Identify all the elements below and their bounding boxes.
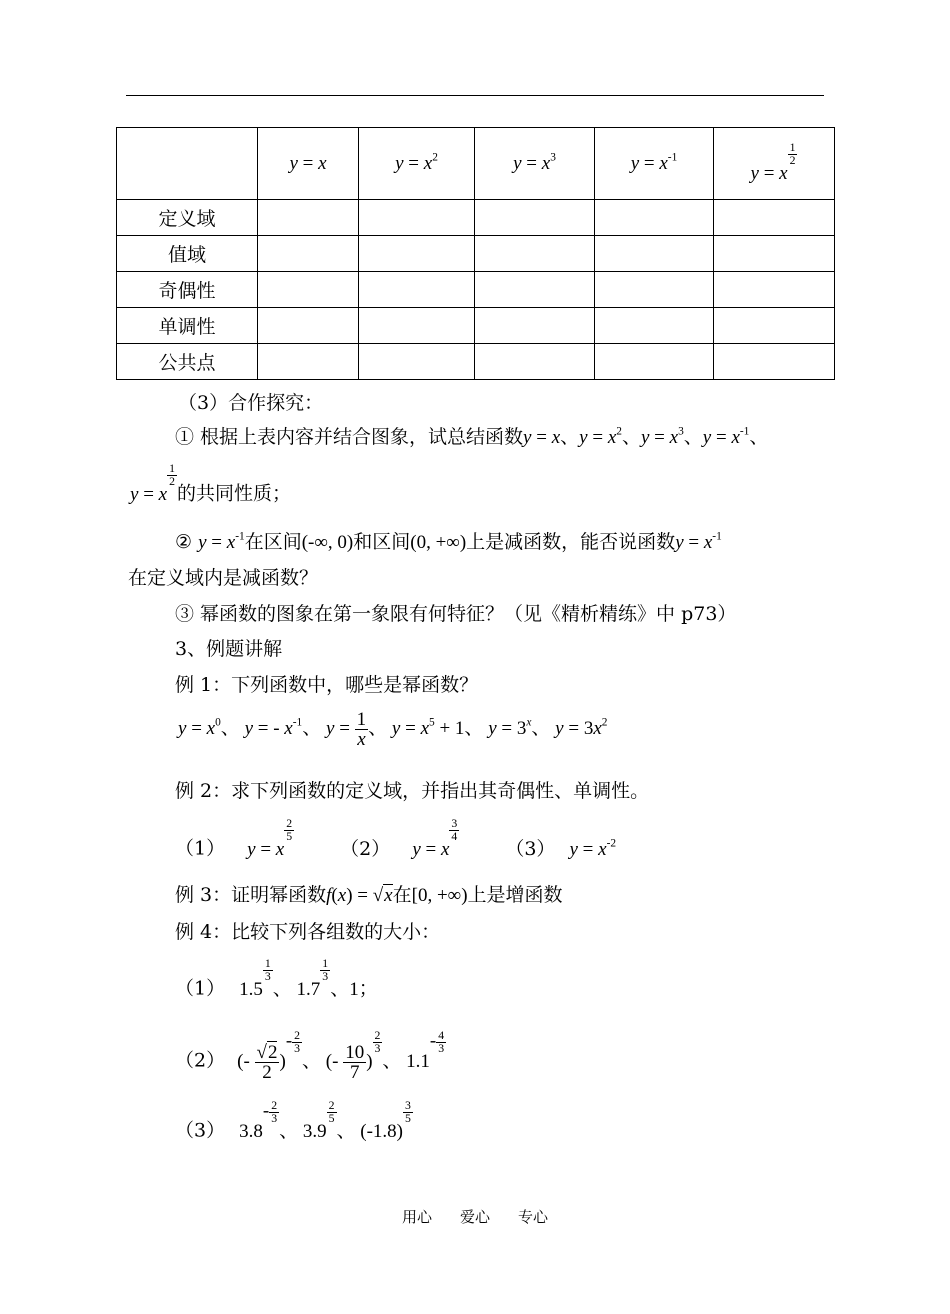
section3-q1: ① 根据上表内容并结合图象，试总结函数y = x、$y = x^2$、$y = x^3$、$y = x^{-1}$、 xyxy=(175,425,769,448)
header-y-x-half: y = x $\frac{1}{2}$ xyxy=(714,128,835,200)
section3-q1-cont: y = x $\frac{1}{2}$ 的共同性质； xyxy=(130,462,291,505)
examples-title: 3、例题讲解 xyxy=(175,638,283,660)
example-4-item-1: （1） 1.5 $\frac{1}{3}$ 、 1.7 $\frac{1}{3}$ 、1； xyxy=(175,957,378,1000)
table-row xyxy=(117,200,835,236)
table-header-row xyxy=(117,128,835,200)
row-label: 奇偶性 xyxy=(117,272,258,308)
header-y-x3: $y = x^3$ xyxy=(475,128,595,200)
example-2: 例 2：求下列函数的定义域，并指出其奇偶性、单调性。 xyxy=(175,780,650,802)
table-row xyxy=(117,272,835,308)
table-row xyxy=(117,344,835,380)
section3-q3: ③ 幂函数的图象在第一象限有何特征？（见《精析精练》中 p73） xyxy=(175,603,737,625)
example-1-functions: $y = x^0$、 y = - $x^{-1}$、 y = $\frac{1}{x}$ 、 $y = x^5 + 1$、 $y = 3^x$、 $y = 3x^2$ xyxy=(178,709,608,750)
example-4-item-3: （3） 3.8- $\frac{2}{3}$ 、 3.9 $\frac{2}{5}$ 、 (-1.8) $\frac{3}{5}$ xyxy=(175,1099,411,1142)
table-row xyxy=(117,308,835,344)
header-y-x2: $y = x^2$ xyxy=(359,128,475,200)
example-3: 例 3：证明幂函数f(x) = √x在[0, +∞)上是增函数 xyxy=(175,884,563,906)
example-4: 例 4：比较下列各组数的大小： xyxy=(175,921,441,943)
example-2-items: （1） y = x $\frac{2}{5}$ （2） y = x $\frac{3}{4}$ （3） $y = x^{-2}$ xyxy=(175,817,617,860)
row-label: 单调性 xyxy=(117,308,258,344)
header-rule xyxy=(126,95,824,96)
section3-q2-cont: 在定义域内是减函数？ xyxy=(128,567,319,589)
example-4-item-2: （2） (- $\frac{√2}{2}$ )- $\frac{2}{3}$ 、 (- $\frac{10}{7}$ ) $\frac{2}{3}$ 、 1.1- $\frac{4}{3}$ xyxy=(175,1029,445,1083)
row-label: 公共点 xyxy=(117,344,258,380)
table-corner xyxy=(117,128,258,200)
header-y-x-1: $y = x^{-1}$ xyxy=(595,128,714,200)
table-row xyxy=(117,236,835,272)
header-y-x: y = x xyxy=(258,128,359,200)
section3-q2: ② $y = x^{-1}$在区间(-∞, 0)和区间(0, +∞)上是减函数，能否说函数$y = x^{-1}$ xyxy=(175,530,722,553)
row-label: 值域 xyxy=(117,236,258,272)
row-label: 定义域 xyxy=(117,200,258,236)
example-1: 例 1：下列函数中，哪些是幂函数？ xyxy=(175,674,479,696)
power-function-table xyxy=(116,127,835,380)
page-footer: 用心 爱心 专心 xyxy=(401,1208,549,1226)
section3-title: （3）合作探究： xyxy=(178,392,324,414)
